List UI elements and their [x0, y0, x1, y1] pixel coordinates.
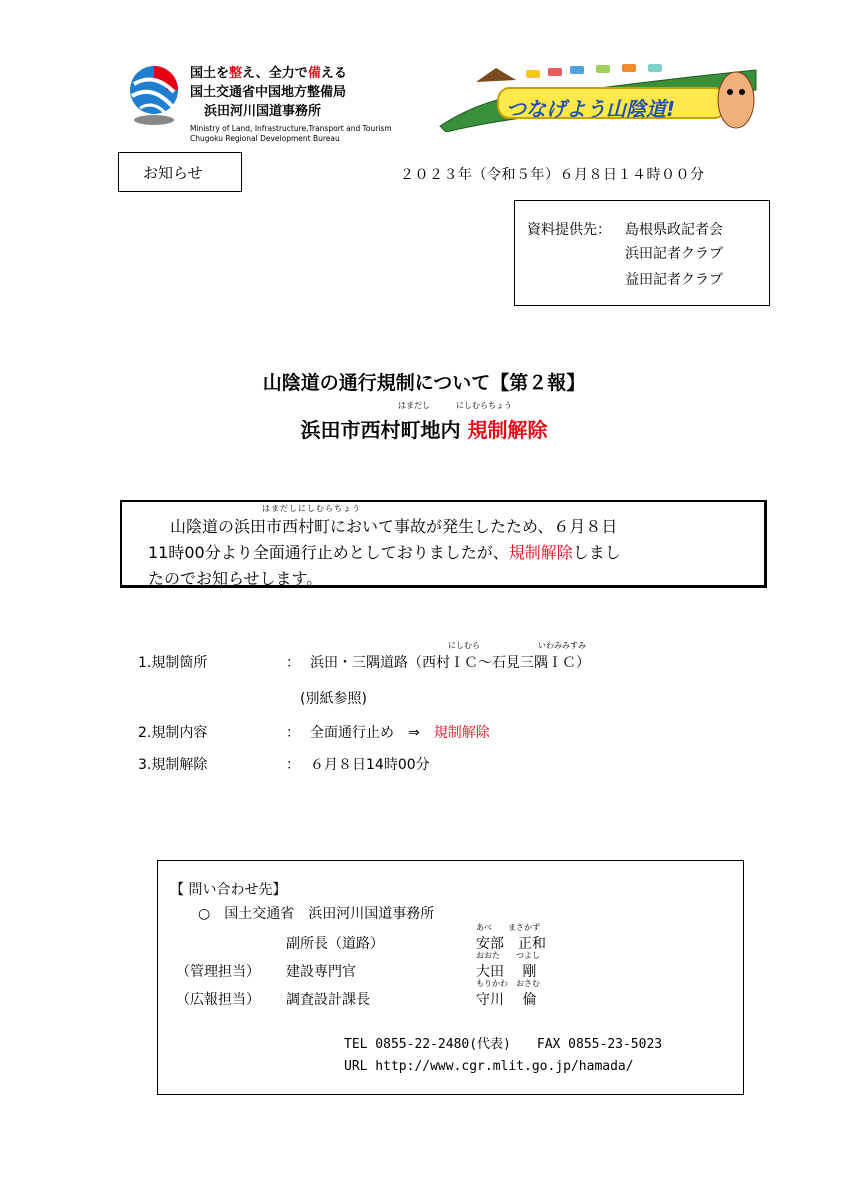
detail-text: 西村	[422, 655, 450, 671]
slogan-part: え、全力で	[242, 66, 308, 81]
office-name: 浜田河川国道事務所	[204, 104, 322, 119]
detail-ruby: いわみみすみ	[538, 641, 586, 650]
detail-text: ＩＣ）	[548, 655, 590, 671]
message-line-1: 山陰道の浜田市西村町において事故が発生したため、６月８日	[170, 517, 618, 536]
recipient: 浜田記者クラブ	[625, 246, 723, 262]
title-line-2	[0, 414, 848, 443]
contact-phone-fax: TEL 0855-22-2480(代表) FAX 0855-23-5023	[344, 1037, 663, 1052]
sanin-expressway-banner	[436, 60, 762, 132]
slogan	[190, 62, 347, 81]
recipient: 益田記者クラブ	[625, 272, 723, 288]
contact-ruby: おおた つよし	[476, 951, 540, 960]
title-status: 規制解除	[467, 418, 548, 442]
detail-label: 2.規制内容	[138, 725, 208, 741]
detail-label: 1.規制箇所	[138, 655, 208, 671]
detail-colon: ：	[286, 725, 300, 741]
title-ruby-nishimuracho: にしむらちょう	[456, 401, 512, 410]
contact-ruby: あべ まさかず	[476, 923, 540, 932]
contact-name: 大田 剛	[476, 964, 537, 980]
message-text: 11時00分より全面通行止めとしておりましたが、	[148, 543, 509, 562]
message-line-3: たのでお知らせします。	[148, 569, 323, 588]
contact-role-prefix: （広報担当）	[176, 992, 260, 1008]
press-recipients-box	[514, 200, 770, 306]
message-ruby: はまだしにしむらちょう	[262, 504, 361, 513]
ministry-english: Ministry of Land, Infrastructure,Transport and Tourism	[190, 124, 392, 133]
detail-highlight: 規制解除	[433, 725, 490, 741]
detail-colon: ：	[286, 655, 300, 671]
title-location: 浜田市西村町地内	[300, 418, 461, 442]
contact-ruby: もりかわ おさむ	[476, 979, 540, 988]
detail-value: ６月８日14時00分	[310, 757, 430, 773]
contact-url[interactable]: URL http://www.cgr.mlit.go.jp/hamada/	[344, 1059, 634, 1074]
detail-ruby: にしむら	[448, 641, 480, 650]
detail-text: ＩＣ～	[450, 655, 492, 671]
issue-date: ２０２３年（令和５年）６月８日１４時００分	[400, 167, 705, 183]
bureau-english: Chugoku Regional Development Bureau	[190, 134, 340, 143]
title-line-1: 山陰道の通行規制について【第２報】	[262, 372, 586, 394]
detail-value	[310, 652, 590, 672]
detail-text: 石見三隅	[492, 655, 548, 671]
contact-organization: ○ 国土交通省 浜田河川国道事務所	[198, 906, 435, 922]
detail-note: (別紙参照)	[300, 691, 367, 707]
slogan-part: 備	[307, 66, 321, 81]
contact-name: 安部 正和	[476, 936, 546, 952]
contact-role: 調査設計課長	[286, 992, 370, 1008]
message-text: しまし	[572, 543, 621, 562]
contact-heading: 【 問い合わせ先】	[170, 882, 287, 898]
detail-colon: ：	[286, 757, 300, 773]
message-line-2	[148, 540, 621, 563]
detail-value	[310, 722, 490, 742]
contact-role: 建設専門官	[286, 964, 356, 980]
detail-text: 全面通行止め ⇒	[310, 725, 434, 741]
slogan-part: 整	[229, 66, 243, 81]
slogan-part: える	[320, 66, 347, 81]
bureau-name: 国土交通省中国地方整備局	[190, 85, 347, 100]
contact-box	[157, 860, 744, 1095]
detail-text: 浜田・三隅道路（	[310, 655, 422, 671]
message-highlight: 規制解除	[508, 543, 573, 562]
title-ruby-hamadashi: はまだし	[398, 401, 430, 410]
notice-label: お知らせ	[118, 152, 242, 192]
slogan-part: 国土を	[190, 66, 230, 81]
contact-role-prefix: （管理担当）	[176, 964, 260, 980]
recipient: 島根県政記者会	[625, 222, 723, 238]
recipients-label: 資料提供先：	[527, 222, 611, 238]
banner-text: つなげよう山陰道!	[506, 97, 676, 121]
contact-role: 副所長（道路）	[286, 936, 384, 952]
contact-name: 守川 倫	[476, 992, 537, 1008]
ministry-logo	[126, 62, 182, 126]
detail-label: 3.規制解除	[138, 757, 208, 773]
